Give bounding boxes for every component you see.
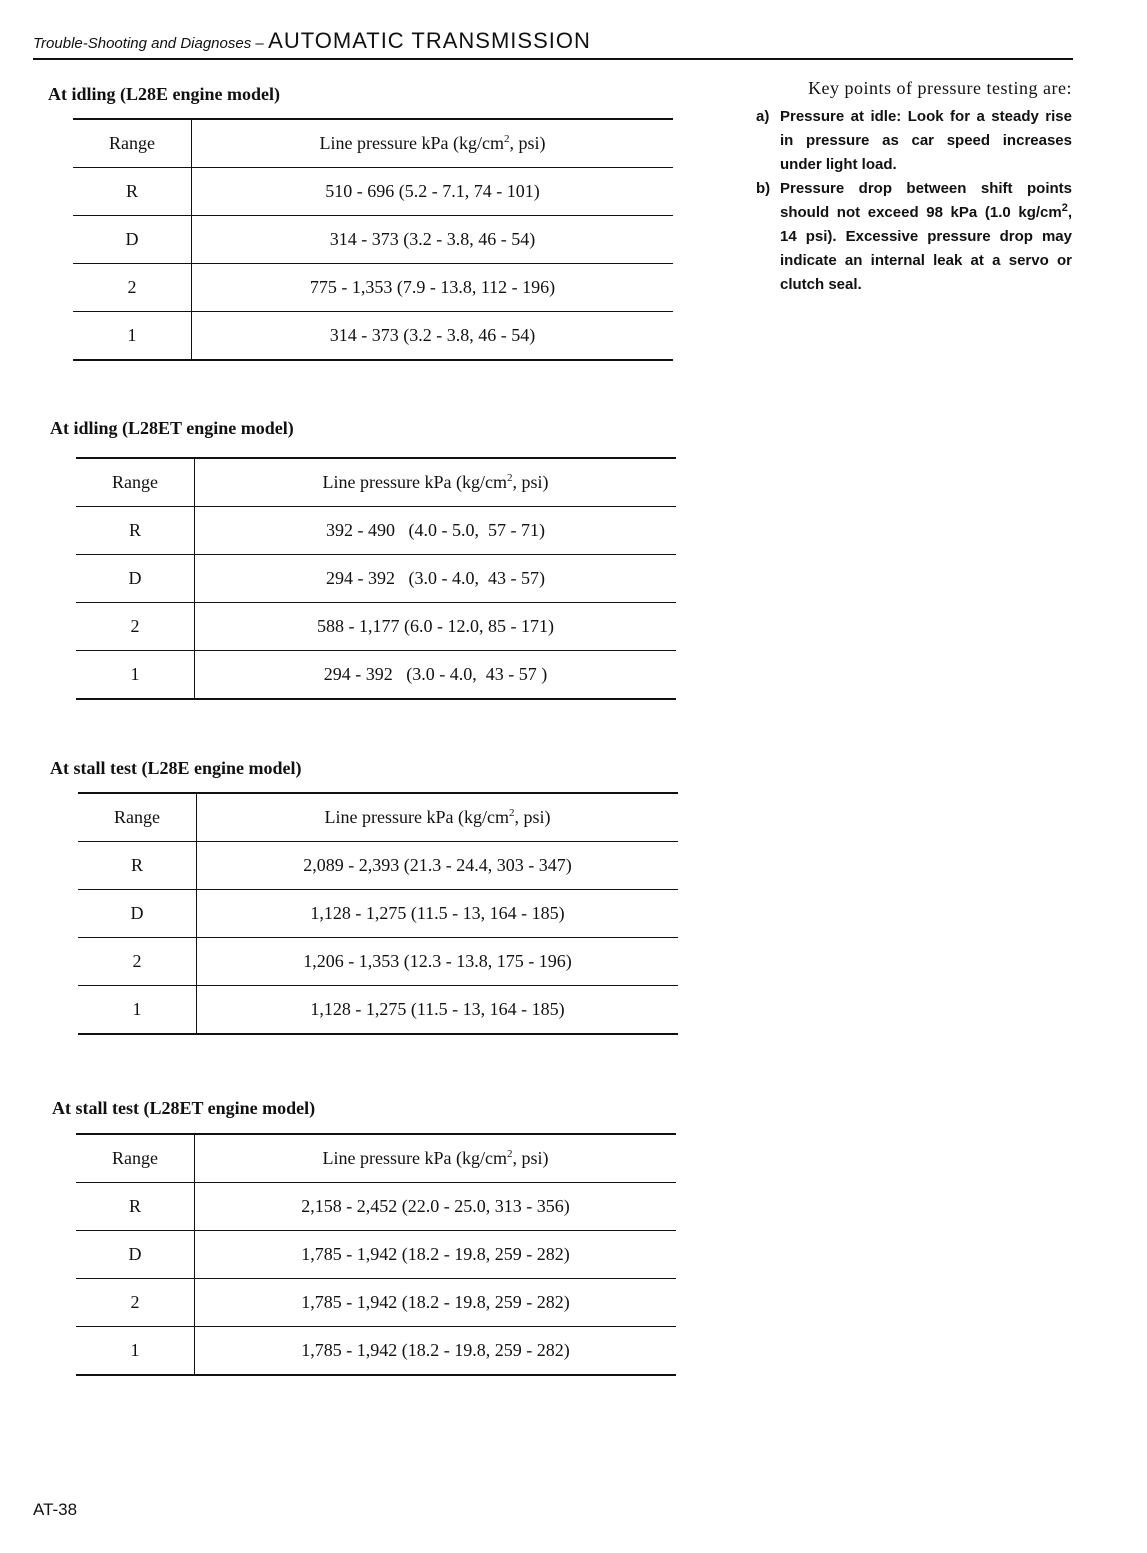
pressure-cell: 2,158 - 2,452 (22.0 - 25.0, 313 - 356) [195,1183,677,1231]
range-cell: 2 [73,264,192,312]
table-row [73,168,673,216]
table-header-row [76,458,676,507]
table-row [73,312,673,361]
table-row [76,603,676,651]
range-cell: D [78,890,197,938]
table-row [78,842,678,890]
pressure-cell: 1,206 - 1,353 (12.3 - 13.8, 175 - 196) [197,938,679,986]
list-marker: a) [756,108,770,125]
col-pressure-header: Line pressure kPa ($kg/cm^2$, psi) [197,793,679,842]
key-points-list [756,105,1072,297]
table-title-idling-l28e: At idling (L28E engine model) [48,84,281,104]
range-cell: D [76,555,195,603]
table-row [78,986,678,1035]
pressure-cell: 392 - 490 (4.0 - 5.0, 57 - 71) [195,507,677,555]
table-row [76,507,676,555]
page-number: AT-38 [33,1500,78,1519]
list-item [756,105,1072,177]
table-header-row [76,1134,676,1183]
pressure-cell: 1,128 - 1,275 (11.5 - 13, 164 - 185) [197,890,679,938]
table-title-idling-l28et: At idling (L28ET engine model) [50,418,294,438]
range-cell: 2 [76,603,195,651]
table-title-stall-l28e: At stall test (L28E engine model) [50,758,302,778]
header-title: AUTOMATIC TRANSMISSION [268,28,591,53]
range-cell: D [73,216,192,264]
col-range-header: Range [76,1134,195,1183]
table-row [76,1183,676,1231]
table-idling-l28e [73,118,673,361]
table-row [76,555,676,603]
table-stall-l28e [78,792,678,1035]
col-range-header: Range [78,793,197,842]
table-header-row [73,119,673,168]
table-row [76,1279,676,1327]
col-pressure-header: Line pressure kPa ($kg/cm^2$, psi) [195,458,677,507]
table-header-row [78,793,678,842]
key-points-title: Key points of pressure testing are: [808,78,1072,98]
table-title-stall-l28et: At stall test (L28ET engine model) [52,1098,316,1118]
range-cell: 1 [73,312,192,361]
page-header [33,28,1073,60]
pressure-cell: 1,785 - 1,942 (18.2 - 19.8, 259 - 282) [195,1279,677,1327]
pressure-cell: 2,089 - 2,393 (21.3 - 24.4, 303 - 347) [197,842,679,890]
range-cell: 1 [78,986,197,1035]
pressure-cell: 775 - 1,353 (7.9 - 13.8, 112 - 196) [192,264,674,312]
pressure-cell: 588 - 1,177 (6.0 - 12.0, 85 - 171) [195,603,677,651]
pressure-cell: 294 - 392 (3.0 - 4.0, 43 - 57) [195,555,677,603]
table-row [76,651,676,700]
pressure-cell: 1,785 - 1,942 (18.2 - 19.8, 259 - 282) [195,1231,677,1279]
range-cell: 2 [78,938,197,986]
table-row [76,1231,676,1279]
pressure-cell: 314 - 373 (3.2 - 3.8, 46 - 54) [192,312,674,361]
col-pressure-header: Line pressure kPa ($kg/cm^2$, psi) [192,119,674,168]
table-row [73,216,673,264]
col-pressure-header: Line pressure kPa ($kg/cm^2$, psi) [195,1134,677,1183]
table-row [78,890,678,938]
header-section: Trouble-Shooting and Diagnoses – [33,35,264,52]
pressure-cell: 314 - 373 (3.2 - 3.8, 46 - 54) [192,216,674,264]
pressure-cell: 1,128 - 1,275 (11.5 - 13, 164 - 185) [197,986,679,1035]
list-item-text: Pressure at idle: Look for a steady rise in pressure as car speed increases under light load. [780,108,1072,173]
table-row [76,1327,676,1376]
list-marker: b) [756,180,771,197]
range-cell: R [76,1183,195,1231]
range-cell: R [78,842,197,890]
pressure-cell: 1,785 - 1,942 (18.2 - 19.8, 259 - 282) [195,1327,677,1376]
table-row [73,264,673,312]
col-range-header: Range [73,119,192,168]
col-range-header: Range [76,458,195,507]
range-cell: 2 [76,1279,195,1327]
key-points [756,78,1072,297]
range-cell: 1 [76,1327,195,1376]
list-item-text: Pressure drop between shift points should not exceed 98 kPa (1.0 $kg/cm^2$, 14 psi). Excessive pressure drop may indicate an internal leak at a servo or clutch seal. [780,180,1072,293]
table-idling-l28et [76,457,676,700]
list-item [756,177,1072,297]
range-cell: R [73,168,192,216]
pressure-cell: 294 - 392 (3.0 - 4.0, 43 - 57 ) [195,651,677,700]
range-cell: 1 [76,651,195,700]
range-cell: D [76,1231,195,1279]
range-cell: R [76,507,195,555]
pressure-cell: 510 - 696 (5.2 - 7.1, 74 - 101) [192,168,674,216]
table-stall-l28et [76,1133,676,1376]
table-row [78,938,678,986]
